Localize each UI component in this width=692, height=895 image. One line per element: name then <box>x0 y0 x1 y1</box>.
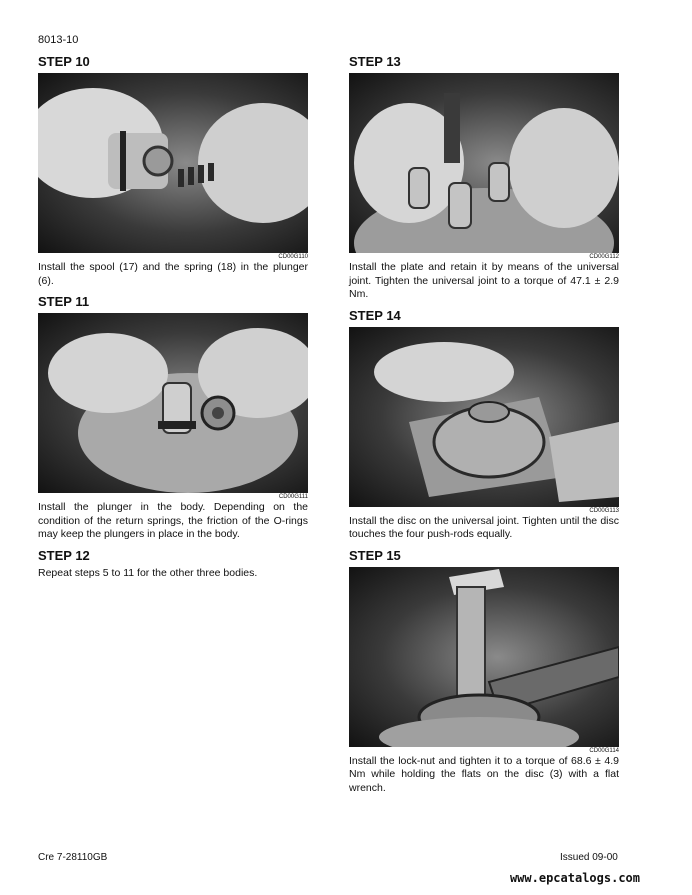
step-15-photo <box>349 567 619 747</box>
step-10-photo <box>38 73 308 253</box>
step-title: STEP 11 <box>38 294 90 309</box>
step-10 <box>38 54 308 288</box>
step-description: Install the spool (17) and the spring (18) in the plunger (6). <box>38 261 308 287</box>
step-12 <box>38 548 308 581</box>
footer-doc-ref: Cre 7-28110GB <box>38 852 108 863</box>
step-14 <box>349 308 619 542</box>
step-11-photo <box>38 313 308 493</box>
image-code: CD00G111 <box>278 494 308 500</box>
step-15 <box>349 548 619 796</box>
step-11 <box>38 294 308 542</box>
watermark: www.epcatalogs.com <box>509 871 640 885</box>
image-code: CD00G113 <box>589 507 619 514</box>
step-description: Repeat steps 5 to 11 for the other three bodies. <box>38 566 258 579</box>
image-code: CD00G110 <box>278 254 308 260</box>
left-column <box>38 54 308 586</box>
image-code: CD00G112 <box>589 254 619 260</box>
step-title: STEP 14 <box>349 307 401 323</box>
image-code: CD00G114 <box>589 747 619 754</box>
step-14-photo <box>349 327 619 507</box>
right-column <box>349 54 619 801</box>
step-title: STEP 12 <box>38 547 90 563</box>
step-title: STEP 10 <box>38 54 90 69</box>
step-13 <box>349 54 619 302</box>
step-13-photo <box>349 73 619 253</box>
step-description: Install the lock-nut and tighten it to a torque of 68.6 ± 4.9 Nm while holding the flats on the disc (3) with a flat wrench. <box>349 754 619 794</box>
step-description: Install the plunger in the body. Depending on the condition of the return springs, the friction of the O-rings may keep the plungers in place in the body. <box>38 501 308 540</box>
step-description: Install the disc on the universal joint. Tighten until the disc touches the four push-rods equally. <box>349 514 619 540</box>
step-title: STEP 15 <box>349 547 401 563</box>
step-title: STEP 13 <box>349 54 401 69</box>
footer-issued: Issued 09-00 <box>560 852 618 863</box>
step-description: Install the plate and retain it by means of the universal joint. Tighten the universal joint to a torque of 47.1 ± 2.9 Nm. <box>349 261 619 300</box>
page-number: 8013-10 <box>38 34 79 46</box>
